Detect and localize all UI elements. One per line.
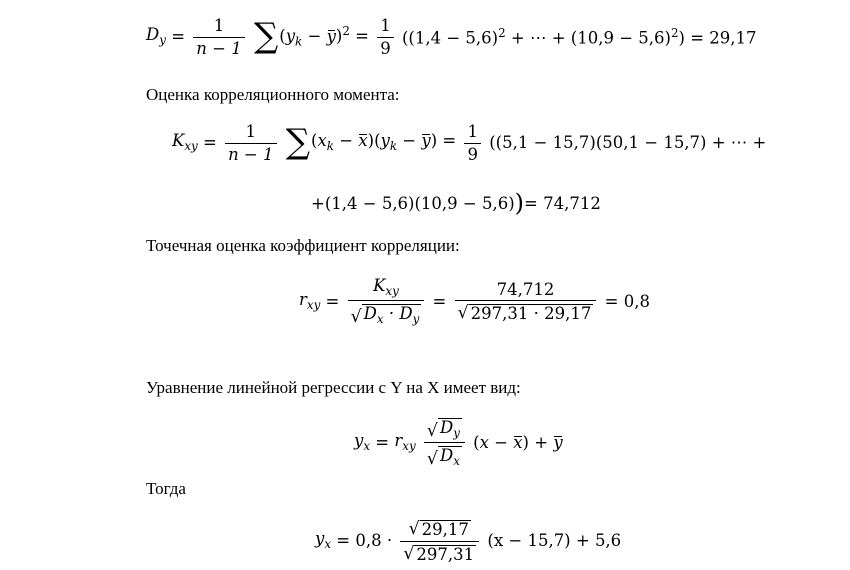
regression-heading: Уравнение линейной регрессии с Y на X имеет вид:	[146, 378, 521, 397]
corr-moment-formula: $K_{xy}$ = $\frac{1}{n - 1}$ $\sum(x_k - x)(y_k - y)$ = $\frac{1}{9}$ ((5,1 − 15,7)(50,1 − 15,7) + ⋯ +	[172, 122, 767, 164]
corr-moment-heading: Оценка корреляционного момента:	[146, 85, 400, 104]
regression-general-formula: $y_x = r_{xy}$ √ $D_y$ √ $D_x$ (x − x) + y	[354, 418, 563, 469]
corr-coefficient-formula: $r_{xy}$ = $K_{xy}$ √ $D_x \cdot D_y$ = 74,712 √ 297,31 · 29,17 = 0,8	[299, 276, 650, 327]
dispersion-y-formula: $D_y$ = $\frac{1}{n - 1}$ $\sum(y_k - y)^2$ = $\frac{1}{9}$ ($(1,4 - 5,6)^2$ + ⋯ + $(10,9 - 5,6)^2) = 29,17$	[146, 16, 757, 58]
corr-moment-continuation: +(1,4 − 5,6)(10,9 − 5,6))= 74,712	[311, 189, 601, 217]
regression-final-formula: $y_x = 0,8$ · √ 29,17 √ 297,31 (x − 15,7) + 5,6	[315, 519, 622, 564]
then-heading: Тогда	[146, 479, 186, 498]
point-estimate-heading: Точечная оценка коэффициент корреляции:	[146, 236, 460, 255]
